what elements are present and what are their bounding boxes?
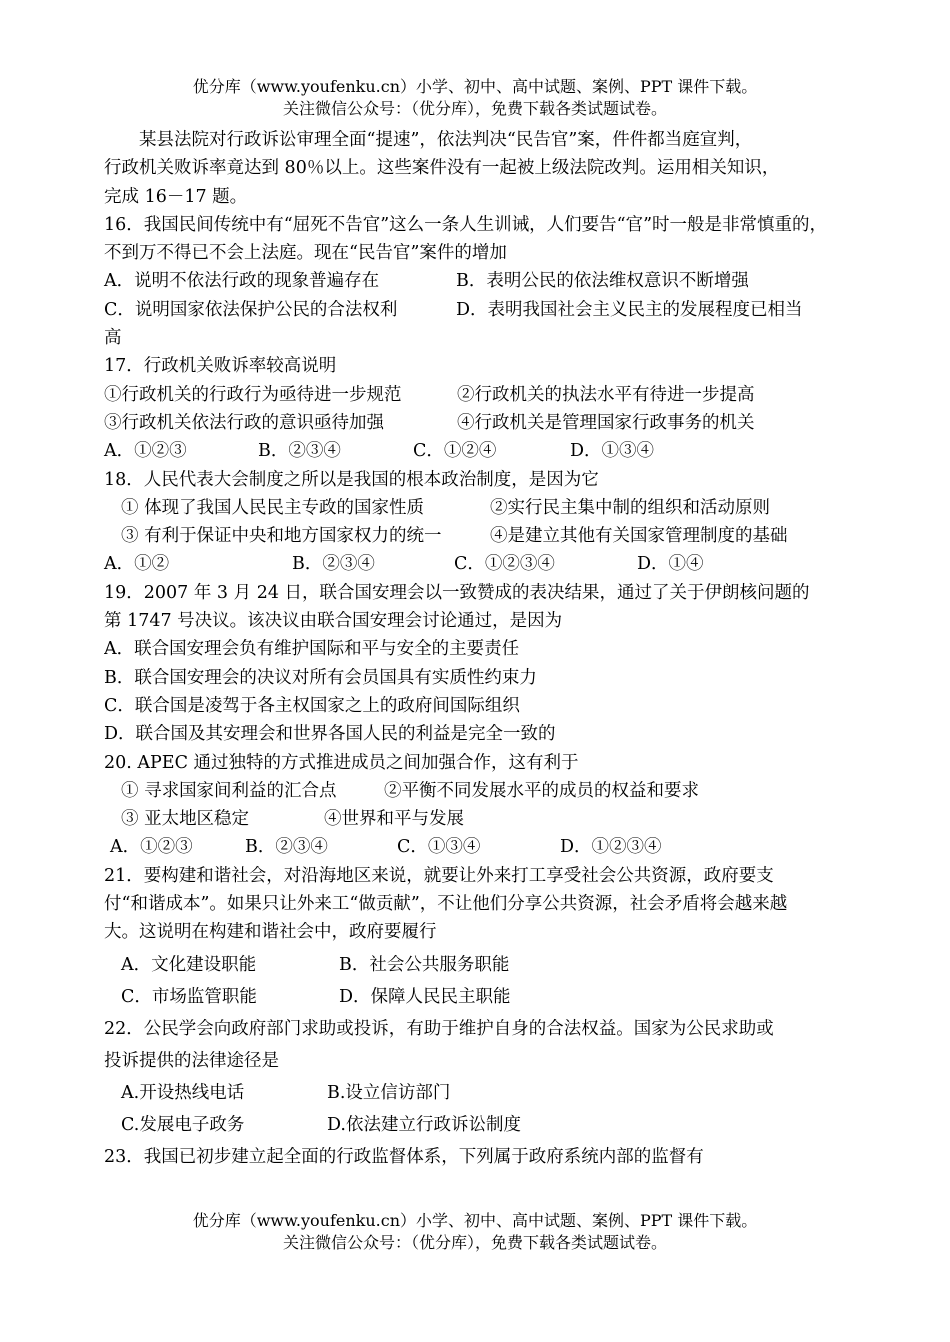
option-d: D．联合国及其安理会和世界各国人民的利益是完全一致的 — [104, 724, 556, 745]
option-a: A．文化建设职能 — [121, 954, 257, 975]
question-17 — [104, 352, 850, 465]
option-b: B．②③④ — [292, 554, 375, 575]
question-stem: 不到万不得已不会上法庭。现在“民告官”案件的增加 — [104, 243, 507, 264]
option-a: A.开设热线电话 — [121, 1082, 245, 1103]
option-a: A．联合国安理会负有维护国际和平与安全的主要责任 — [104, 639, 520, 660]
option-d: D.依法建立行政诉讼制度 — [327, 1114, 521, 1135]
question-stem: 投诉提供的法律途径是 — [104, 1050, 279, 1071]
page-header — [0, 76, 950, 120]
question-stem: 19．2007 年 3 月 24 日，联合国安理会以一致赞成的表决结果，通过了关于伊朗核问题的 — [104, 582, 810, 603]
footer-line-2: 关注微信公众号：（优分库），免费下载各类试题试卷。 — [282, 1233, 667, 1252]
option-b: B．社会公共服务职能 — [339, 954, 510, 975]
question-stem: 23．我国已初步建立起全面的行政监督体系，下列属于政府系统内部的监督有 — [104, 1146, 704, 1167]
intro-passage — [104, 126, 850, 211]
question-stem: 17．行政机关败诉率较高说明 — [104, 356, 337, 377]
statement-2: ②行政机关的执法水平有待进一步提高 — [457, 384, 755, 405]
intro-line: 行政机关败诉率竟达到 80％以上。这些案件没有一起被上级法院改判。运用相关知识， — [104, 158, 780, 179]
question-21 — [104, 862, 850, 1015]
statement-1: ①行政机关的行政行为亟待进一步规范 — [104, 384, 402, 405]
question-stem: 18．人民代表大会制度之所以是我国的根本政治制度，是因为它 — [104, 469, 599, 490]
question-stem: 20. APEC 通过独特的方式推进成员之间加强合作，这有利于 — [104, 752, 579, 773]
option-d: D．保障人民民主职能 — [339, 986, 511, 1007]
option-d-continued: 高 — [104, 328, 122, 349]
option-a: A．①②③ — [110, 837, 193, 858]
statement-1: ① 体现了我国人民民主专政的国家性质 — [121, 497, 425, 518]
option-c: C.发展电子政务 — [121, 1114, 245, 1135]
header-line-1: 优分库（www.youfenku.cn）小学、初中、高中试题、案例、PPT 课件下载。 — [192, 77, 758, 96]
option-d: D．表明我国社会主义民主的发展程度已相当 — [456, 299, 803, 320]
statement-3: ③行政机关依法行政的意识亟待加强 — [104, 412, 384, 433]
question-23 — [104, 1143, 850, 1175]
option-a: A．①② — [104, 554, 170, 575]
question-16 — [104, 211, 850, 352]
statement-4: ④行政机关是管理国家行政事务的机关 — [457, 412, 755, 433]
question-20 — [104, 749, 850, 862]
question-18 — [104, 466, 850, 579]
option-c: C．联合国是凌驾于各主权国家之上的政府间国际组织 — [104, 695, 520, 716]
option-c: C．①②③④ — [454, 554, 555, 575]
question-stem: 付“和谐成本”。如果只让外来工“做贡献”，不让他们分享公共资源，社会矛盾将会越来越 — [104, 894, 788, 915]
option-c: C．市场监管职能 — [121, 986, 257, 1007]
option-b: B．表明公民的依法维权意识不断增强 — [456, 271, 749, 292]
option-c: C．①②④ — [413, 441, 497, 462]
exam-content — [104, 126, 850, 1175]
question-stem: 第 1747 号决议。该决议由联合国安理会讨论通过，是因为 — [104, 611, 563, 632]
intro-line: 完成 16－17 题。 — [104, 186, 248, 207]
question-19 — [104, 579, 850, 749]
option-b: B．联合国安理会的决议对所有会员国具有实质性约束力 — [104, 667, 537, 688]
statement-3: ③ 亚太地区稳定 — [121, 809, 250, 830]
question-stem: 21．要构建和谐社会，对沿海地区来说，就要让外来打工享受社会公共资源，政府要支 — [104, 865, 774, 886]
statement-4: ④是建立其他有关国家管理制度的基础 — [490, 526, 788, 547]
option-b: B．②③④ — [245, 837, 328, 858]
statement-2: ②平衡不同发展水平的成员的权益和要求 — [384, 780, 699, 801]
option-c: C．①③④ — [397, 837, 481, 858]
question-22 — [104, 1015, 850, 1143]
option-a: A．说明不依法行政的现象普遍存在 — [104, 271, 380, 292]
statement-4: ④世界和平与发展 — [324, 809, 464, 830]
question-stem: 大。这说明在构建和谐社会中，政府要履行 — [104, 922, 437, 943]
footer-line-1: 优分库（www.youfenku.cn）小学、初中、高中试题、案例、PPT 课件下载。 — [192, 1211, 758, 1230]
option-b: B.设立信访部门 — [327, 1082, 451, 1103]
option-a: A．①②③ — [104, 441, 187, 462]
statement-3: ③ 有利于保证中央和地方国家权力的统一 — [121, 526, 442, 547]
option-d: D．①②③④ — [560, 837, 662, 858]
page-footer — [0, 1210, 950, 1254]
statement-1: ① 寻求国家间利益的汇合点 — [121, 780, 337, 801]
statement-2: ②实行民主集中制的组织和活动原则 — [490, 497, 770, 518]
option-d: D．①③④ — [570, 441, 655, 462]
option-b: B．②③④ — [258, 441, 341, 462]
option-d: D．①④ — [637, 554, 704, 575]
question-stem: 16．我国民间传统中有“屈死不告官”这么一条人生训诫，人们要告“官”时一般是非常慎重的， — [104, 214, 828, 235]
question-stem: 22．公民学会向政府部门求助或投诉，有助于维护自身的合法权益。国家为公民求助或 — [104, 1018, 774, 1039]
intro-line: 某县法院对行政诉讼审理全面“提速”，依法判决“民告官”案，件件都当庭宣判， — [104, 130, 753, 150]
header-line-2: 关注微信公众号：（优分库），免费下载各类试题试卷。 — [282, 99, 667, 118]
option-c: C．说明国家依法保护公民的合法权利 — [104, 299, 398, 320]
